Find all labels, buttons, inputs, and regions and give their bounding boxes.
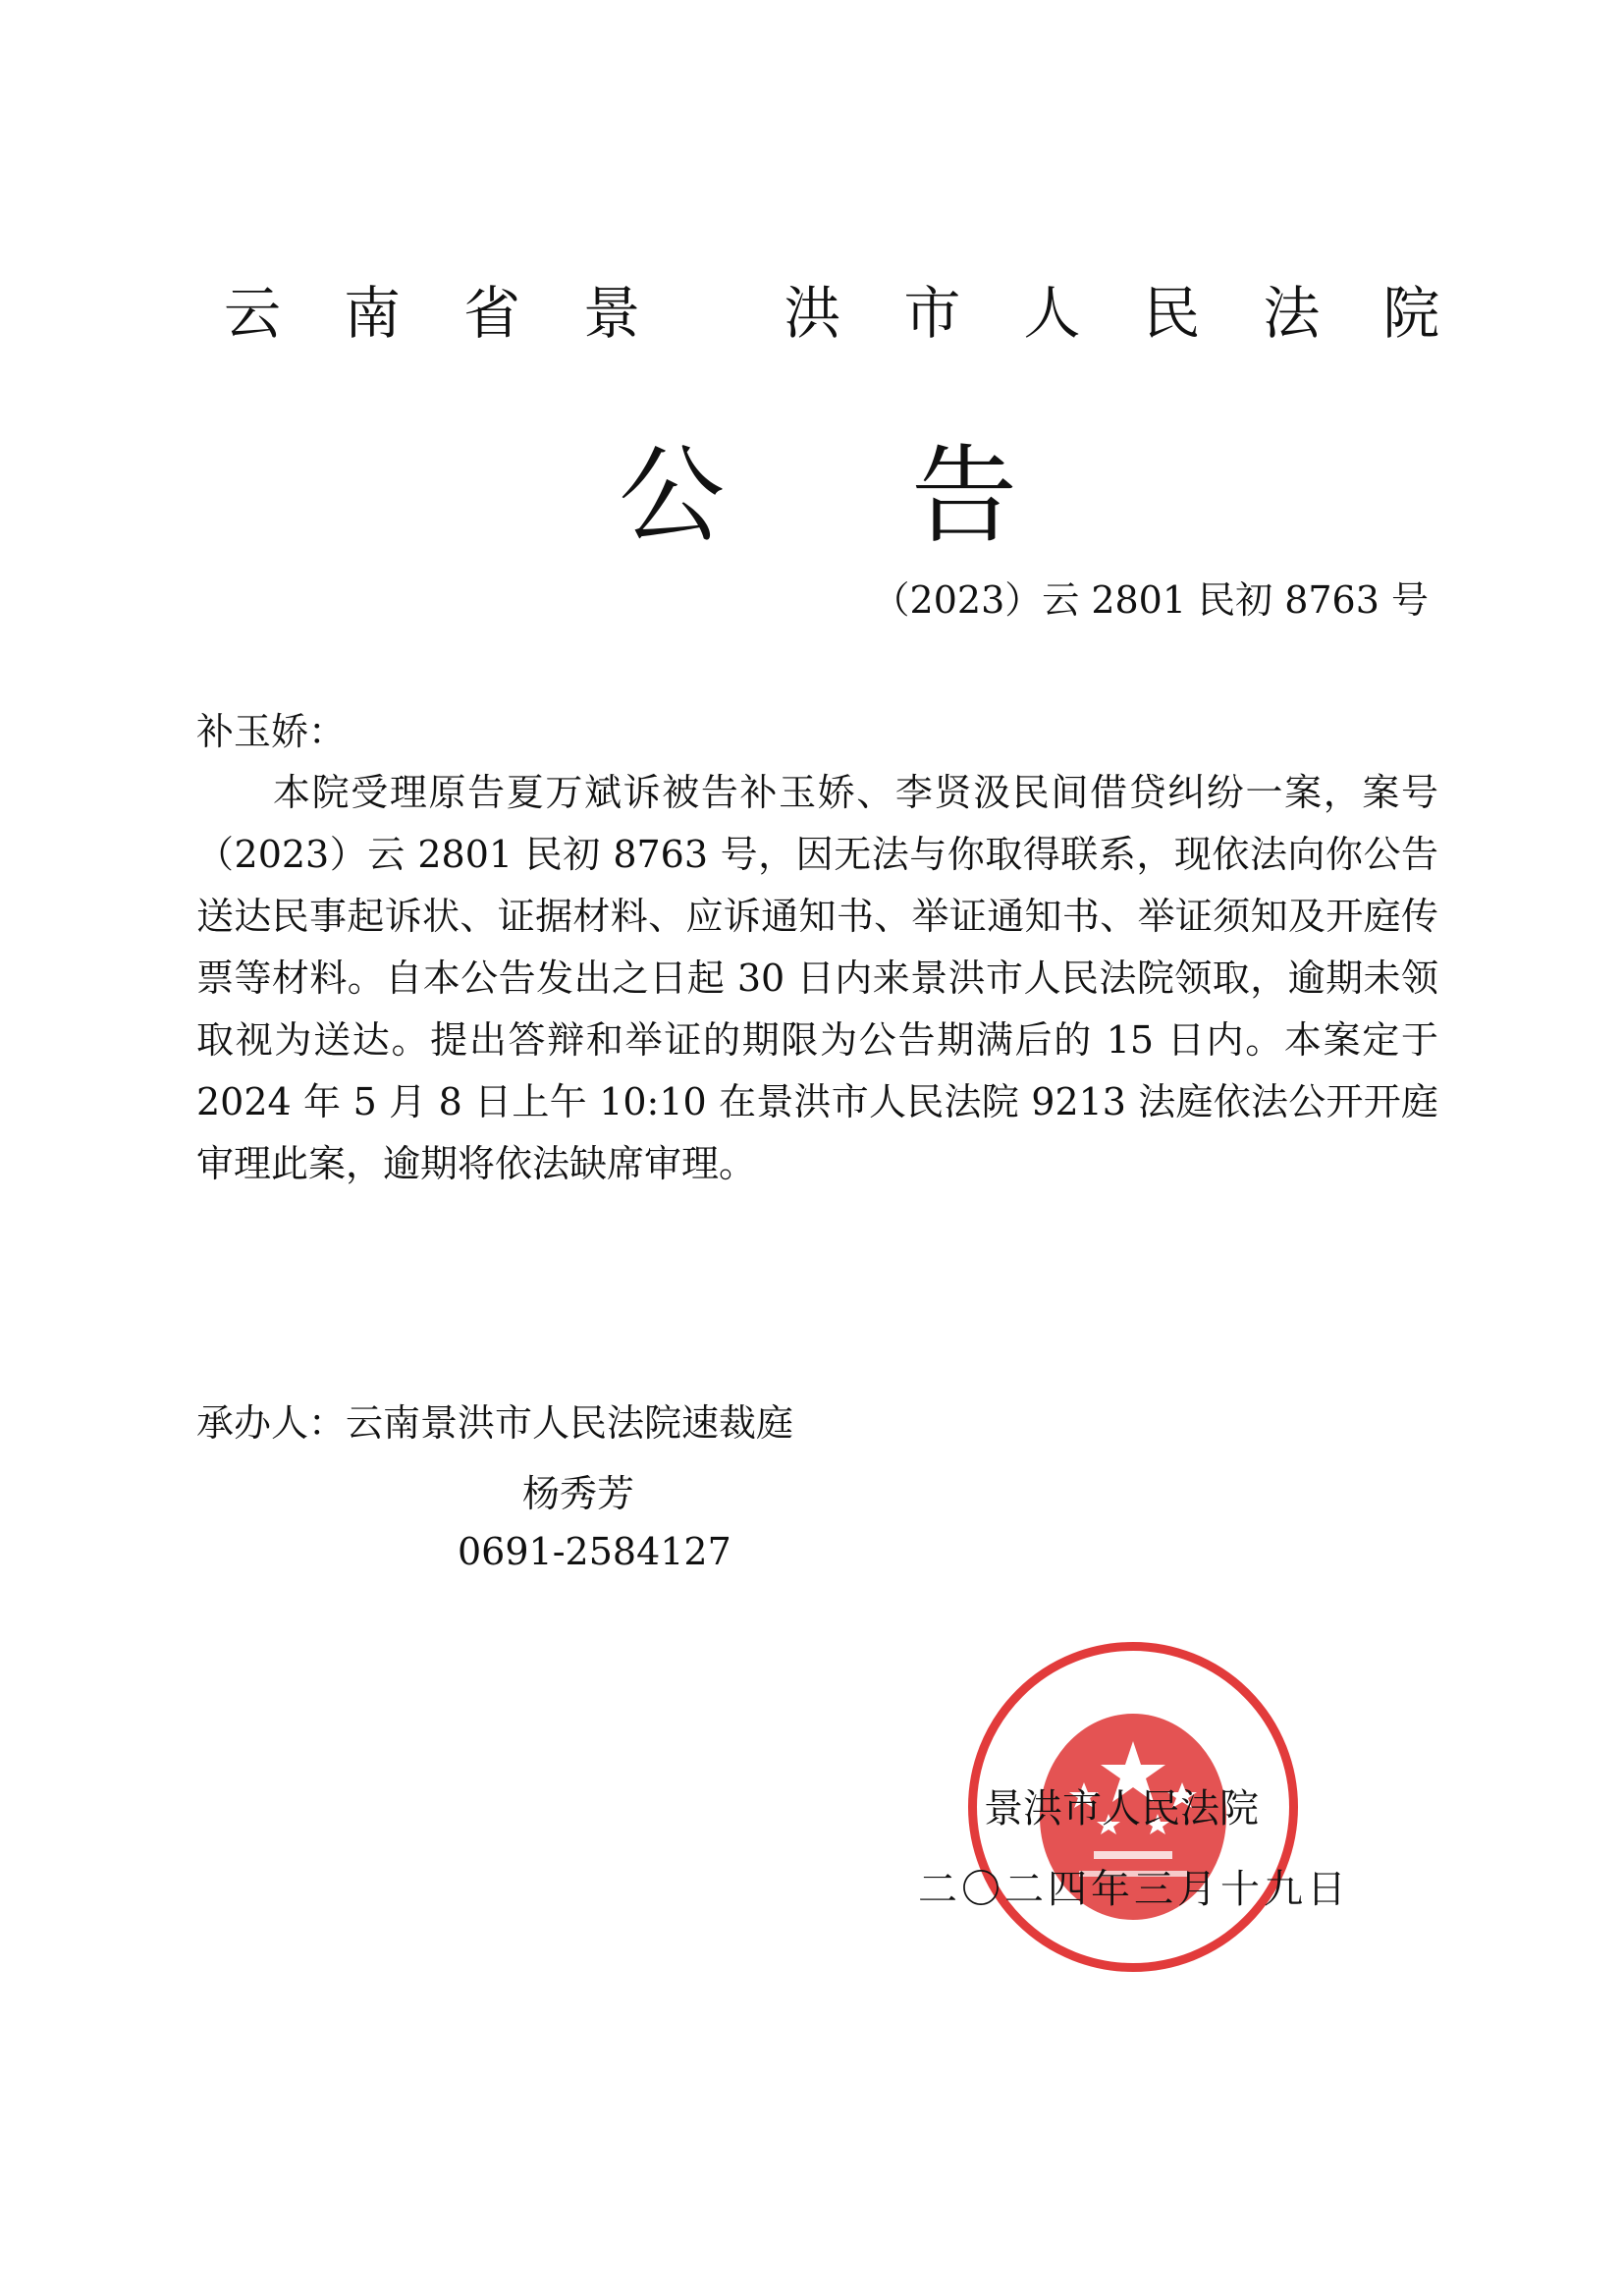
issuer-name: 景洪市人民法院 xyxy=(984,1786,1259,1831)
handler-line: 承办人：云南景洪市人民法院速裁庭 xyxy=(196,1401,794,1445)
court-name-heading: 云南省景 洪市人民法院 xyxy=(224,280,1503,347)
issue-date: 二〇二四年三月十九日 xyxy=(918,1867,1350,1912)
notice-title: 公告 xyxy=(619,435,1205,558)
addressee: 补玉娇： xyxy=(196,710,347,753)
case-number: （2023）云 2801 民初 8763 号 xyxy=(872,578,1429,622)
notice-body: 本院受理原告夏万斌诉被告补玉娇、李贤汲民间借贷纠纷一案，案号（2023）云 2801 民初 8763 号，因无法与你取得联系，现依法向你公告送达民事起诉状、证据材料、应诉通知书、举证通知书、举证须知及开庭传票等材料。自本公告发出之日起 30 日内来景洪市人民法院领取，逾期未领取视为送达。提出答辩和举证的期限为公告期满后的 15 日内。本案定于 2024 年 5 月 8 日上午 10:10 在景洪市人民法院 9213 法庭依法公开开庭审理此案，逾期将依法缺席审理。 xyxy=(196,771,1438,1185)
handler-name: 杨秀芳 xyxy=(522,1472,635,1515)
handler-phone: 0691-2584127 xyxy=(458,1530,731,1573)
